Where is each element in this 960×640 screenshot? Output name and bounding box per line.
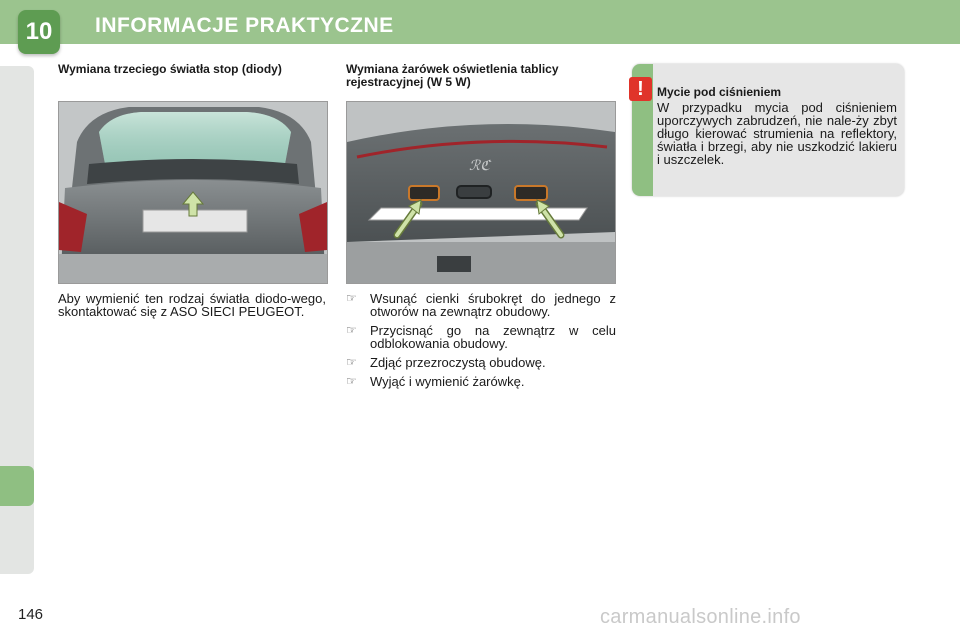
pointing-hand-icon: ☞ [346,374,357,388]
page-title: INFORMACJE PRAKTYCZNE [95,14,394,37]
third-brake-light-figure [58,101,328,284]
step-item: ☞ Zdjąć przezroczystą obudowę. [346,355,546,370]
watermark: carmanualsonline.info [600,606,801,628]
step-item: ☞ Wsunąć cienki śrubokręt do jednego z otworów na zewnątrz obudowy. [346,291,616,319]
licence-plate [369,208,587,220]
note-text: W przypadku mycia pod ciśnieniem uporczywych zabrudzeń, nie nale-ży zbyt długo kierować strumienia na reflektory, światła i brzegi, aby nie uszkodzić lakieru i uszczelek. [657,100,897,167]
licence-plate-lamps-illustration [347,102,615,283]
plate-light-steps [346,292,616,394]
step-item: ☞ Przycisnąć go na zewnątrz w celu odblokowania obudowy. [346,323,616,351]
plate-light-heading: Wymiana żarówek oświetlenia tablicy rejestracyjnej (W 5 W) [346,62,559,89]
note-title: Mycie pod ciśnieniem [657,85,782,99]
pointing-hand-icon: ☞ [346,323,357,337]
car-rear-illustration [59,102,327,283]
plate-light-figure [346,101,616,284]
third-brake-light-heading: Wymiana trzeciego światła stop (diody) [58,62,282,76]
pointing-hand-icon: ☞ [346,291,357,305]
warning-exclamation-icon: ! [629,77,652,101]
third-brake-light-text: Aby wymienić ten rodzaj światła diodo-wego, skontaktować się z ASO SIECI PEUGEOT. [58,291,326,319]
chapter-number-badge: 10 [18,10,60,54]
chapter-tab-marker[interactable] [0,466,34,506]
pointing-hand-icon: ☞ [346,355,357,369]
step-item: ☞ Wyjąć i wymienić żarówkę. [346,374,525,389]
page-number: 146 [18,606,44,623]
svg-text:ℛℭ: ℛℭ [469,157,491,173]
